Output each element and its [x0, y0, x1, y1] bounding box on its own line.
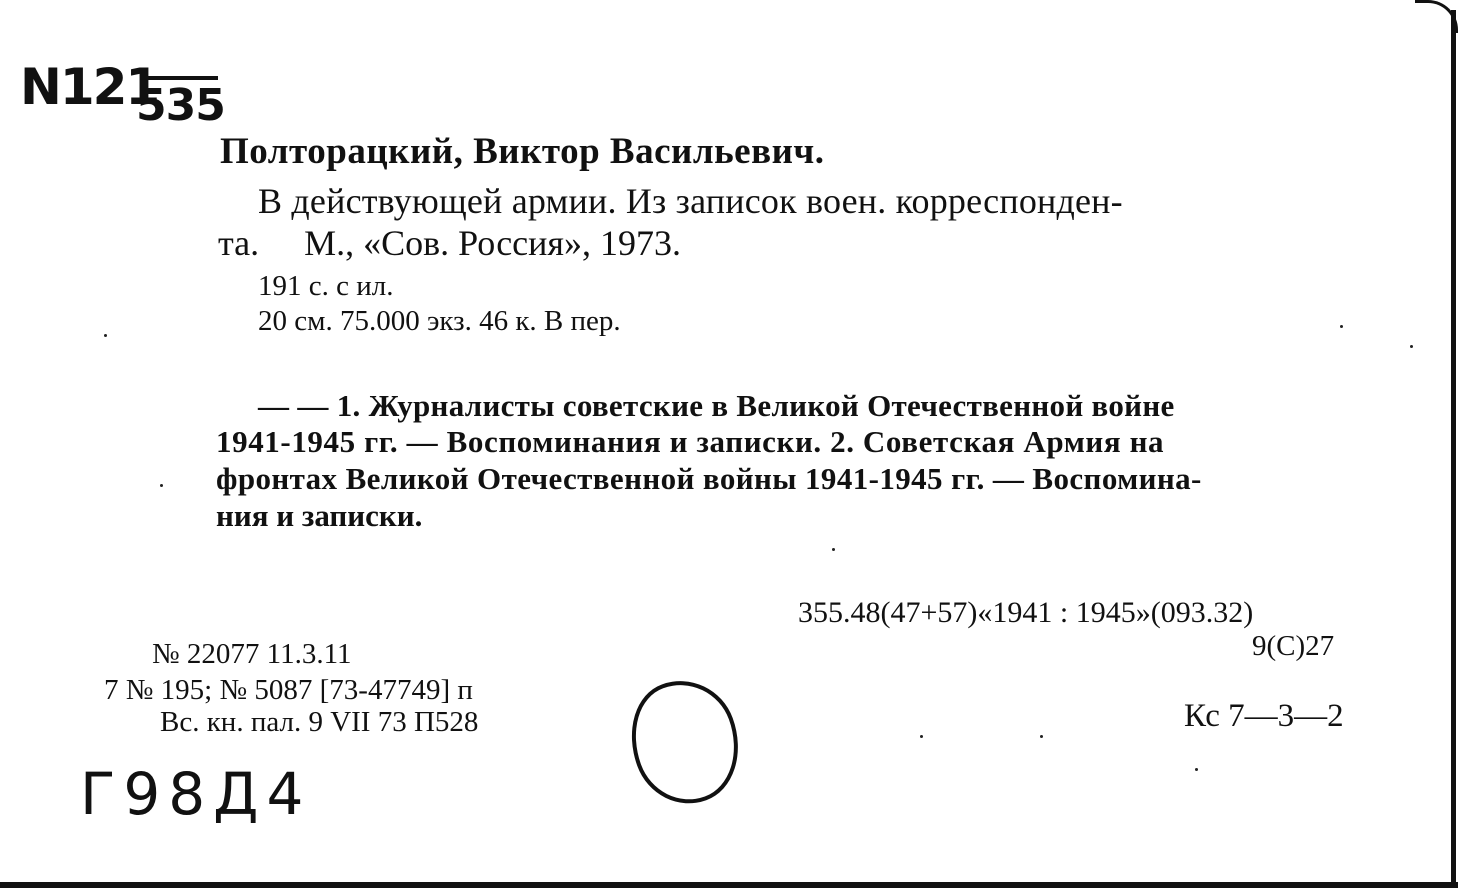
record-numbers: 7 № 195; № 5087 [73-47749] п [104, 674, 473, 706]
card-number: № 22077 11.3.11 [152, 638, 352, 670]
udc-index: 355.48(47+57)«1941 : 1945»(093.32) [798, 596, 1254, 629]
pagination: 191 с. с ил. [258, 270, 394, 302]
physical-description: 20 см. 75.000 экз. 46 к. В пер. [258, 305, 621, 337]
stamp-circle [614, 666, 756, 819]
subject-line-1: — — 1. Журналисты советские в Великой Отечественной войне [258, 388, 1175, 423]
bbk-index: 9(С)27 [1252, 630, 1335, 662]
speck [1040, 735, 1043, 738]
card-bottom-edge [0, 882, 1458, 888]
location-code: Кс 7—3—2 [1184, 698, 1344, 734]
card-corner [1415, 0, 1458, 33]
speck [920, 735, 923, 738]
speck [104, 334, 107, 337]
handwritten-call-number: N121 [20, 58, 159, 116]
speck [1195, 768, 1198, 771]
handwritten-fraction: 535 [136, 80, 225, 131]
subject-line-4: ния и записки. [216, 498, 423, 533]
author-heading: Полторацкий, Виктор Васильевич. [220, 131, 825, 172]
subject-line-3: фронтах Великой Отечественной войны 1941-1945 гг. — Воспомина- [216, 461, 1202, 496]
speck [160, 484, 163, 487]
card-right-edge [1445, 10, 1456, 886]
title-line-2: та. М., «Сов. Россия», 1973. [218, 223, 681, 263]
title-line-1: В действующей армии. Из записок воен. корреспонден- [258, 181, 1123, 221]
handwritten-shelf-code: Г98Д4 [80, 760, 312, 828]
subject-line-2: 1941-1945 гг. — Воспоминания и записки. 2. Советская Армия на [216, 424, 1165, 459]
speck [1410, 345, 1413, 348]
speck [832, 548, 835, 551]
book-chamber-line: Вс. кн. пал. 9 VII 73 П528 [160, 706, 479, 738]
speck [1340, 325, 1343, 328]
